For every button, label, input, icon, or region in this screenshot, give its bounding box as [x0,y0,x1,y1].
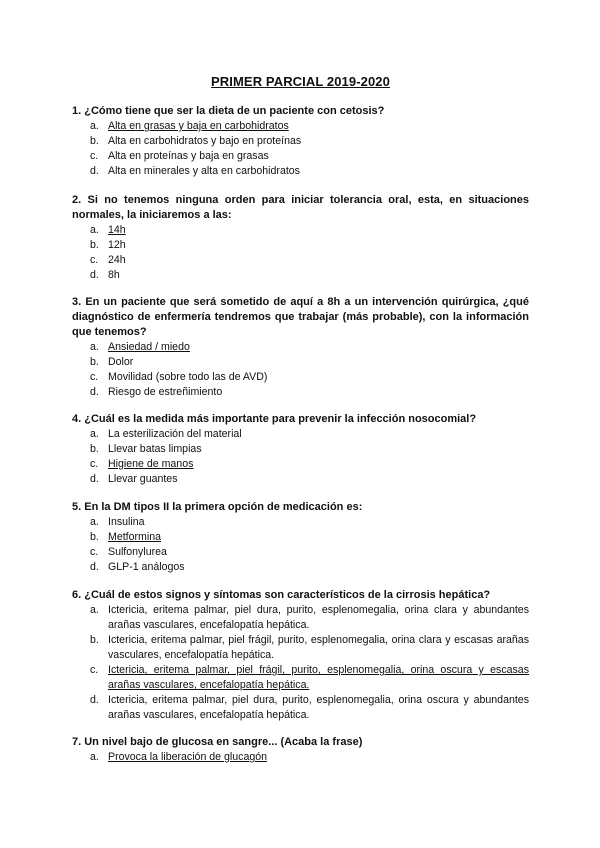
option-d: d. Riesgo de estreñimiento [90,386,223,398]
question-text: 5. En la DM tipos II la primera opción de medicación es: [72,501,363,513]
option-b: b. Metformina [90,531,161,543]
correct-answer: Provoca la liberación de glucagón [108,751,268,763]
option-b: b. Llevar batas limpias [90,443,202,455]
question-3 [72,295,529,400]
option-b: b. Ictericia, eritema palmar, piel frágil, purito, esplenomegalia, orina clara y escasas arañas vasculares, encefalopatía hepática. [90,634,529,661]
question-7 [72,735,529,765]
question-5 [72,500,529,575]
correct-answer: Ictericia, eritema palmar, piel frágil, purito, esplenomegalia, orina oscura y escasas arañas vasculares, encefalopatía hepática. [108,664,529,691]
correct-answer: Higiene de manos [108,458,194,470]
option-b: b. Dolor [90,356,134,368]
correct-answer: Metformina [108,531,161,543]
option-c: c. Alta en proteínas y baja en grasas [90,150,269,162]
question-1 [72,104,529,179]
correct-answer: Ansiedad / miedo [108,341,190,353]
option-d: d. Ictericia, eritema palmar, piel dura, purito, esplenomegalia, orina oscura y abundantes arañas vasculares, encefalopatía hepática. [90,694,529,721]
option-a: a. Provoca la liberación de glucagón [90,751,268,763]
question-text: 7. Un nivel bajo de glucosa en sangre... (Acaba la frase) [72,736,363,748]
correct-answer: Alta en grasas y baja en carbohidratos [108,120,289,132]
question-text: 2. Si no tenemos ninguna orden para iniciar tolerancia oral, esta, en situaciones normales, la iniciaremos a las: [72,194,529,221]
option-d: d. Llevar guantes [90,473,178,485]
correct-answer: 14h [108,224,126,236]
question-text: 3. En un paciente que será sometido de aquí a 8h a un intervención quirúrgica, ¿qué diagnóstico de enfermería tendremos que trabajar (más probable), con la información que tenemos? [72,296,529,338]
question-text: 6. ¿Cuál de estos signos y síntomas son característicos de la cirrosis hepática? [72,589,491,601]
option-c: c. Ictericia, eritema palmar, piel frágil, purito, esplenomegalia, orina oscura y escasas arañas vasculares, encefalopatía hepática. [90,664,529,691]
option-c: c. Movilidad (sobre todo las de AVD) [90,371,268,383]
option-b: b. Alta en carbohidratos y bajo en proteínas [90,135,302,147]
option-a: a. Insulina [90,516,145,528]
option-d: d. Alta en minerales y alta en carbohidratos [90,165,300,177]
option-c: c. Higiene de manos [90,458,194,470]
document-title: PRIMER PARCIAL 2019-2020 [211,74,390,89]
question-4 [72,412,529,487]
option-d: d. 8h [90,269,120,281]
option-a: a. Ansiedad / miedo [90,341,190,353]
option-c: c. 24h [90,254,126,266]
question-text: 1. ¿Cómo tiene que ser la dieta de un paciente con cetosis? [72,105,385,117]
option-a: a. 14h [90,224,126,236]
option-a: a. Alta en grasas y baja en carbohidratos [72,119,529,134]
option-b: b. 12h [90,239,126,251]
question-6 [72,588,529,723]
option-d: d. GLP-1 análogos [90,561,185,573]
option-a: a. Ictericia, eritema palmar, piel dura, purito, esplenomegalia, orina clara y abundantes arañas vasculares, encefalopatía hepática. [90,604,529,631]
option-a: a. La esterilización del material [90,428,242,440]
option-c: c. Sulfonylurea [90,546,167,558]
question-2 [72,193,529,283]
question-text: 4. ¿Cuál es la medida más importante para prevenir la infección nosocomial? [72,413,477,425]
